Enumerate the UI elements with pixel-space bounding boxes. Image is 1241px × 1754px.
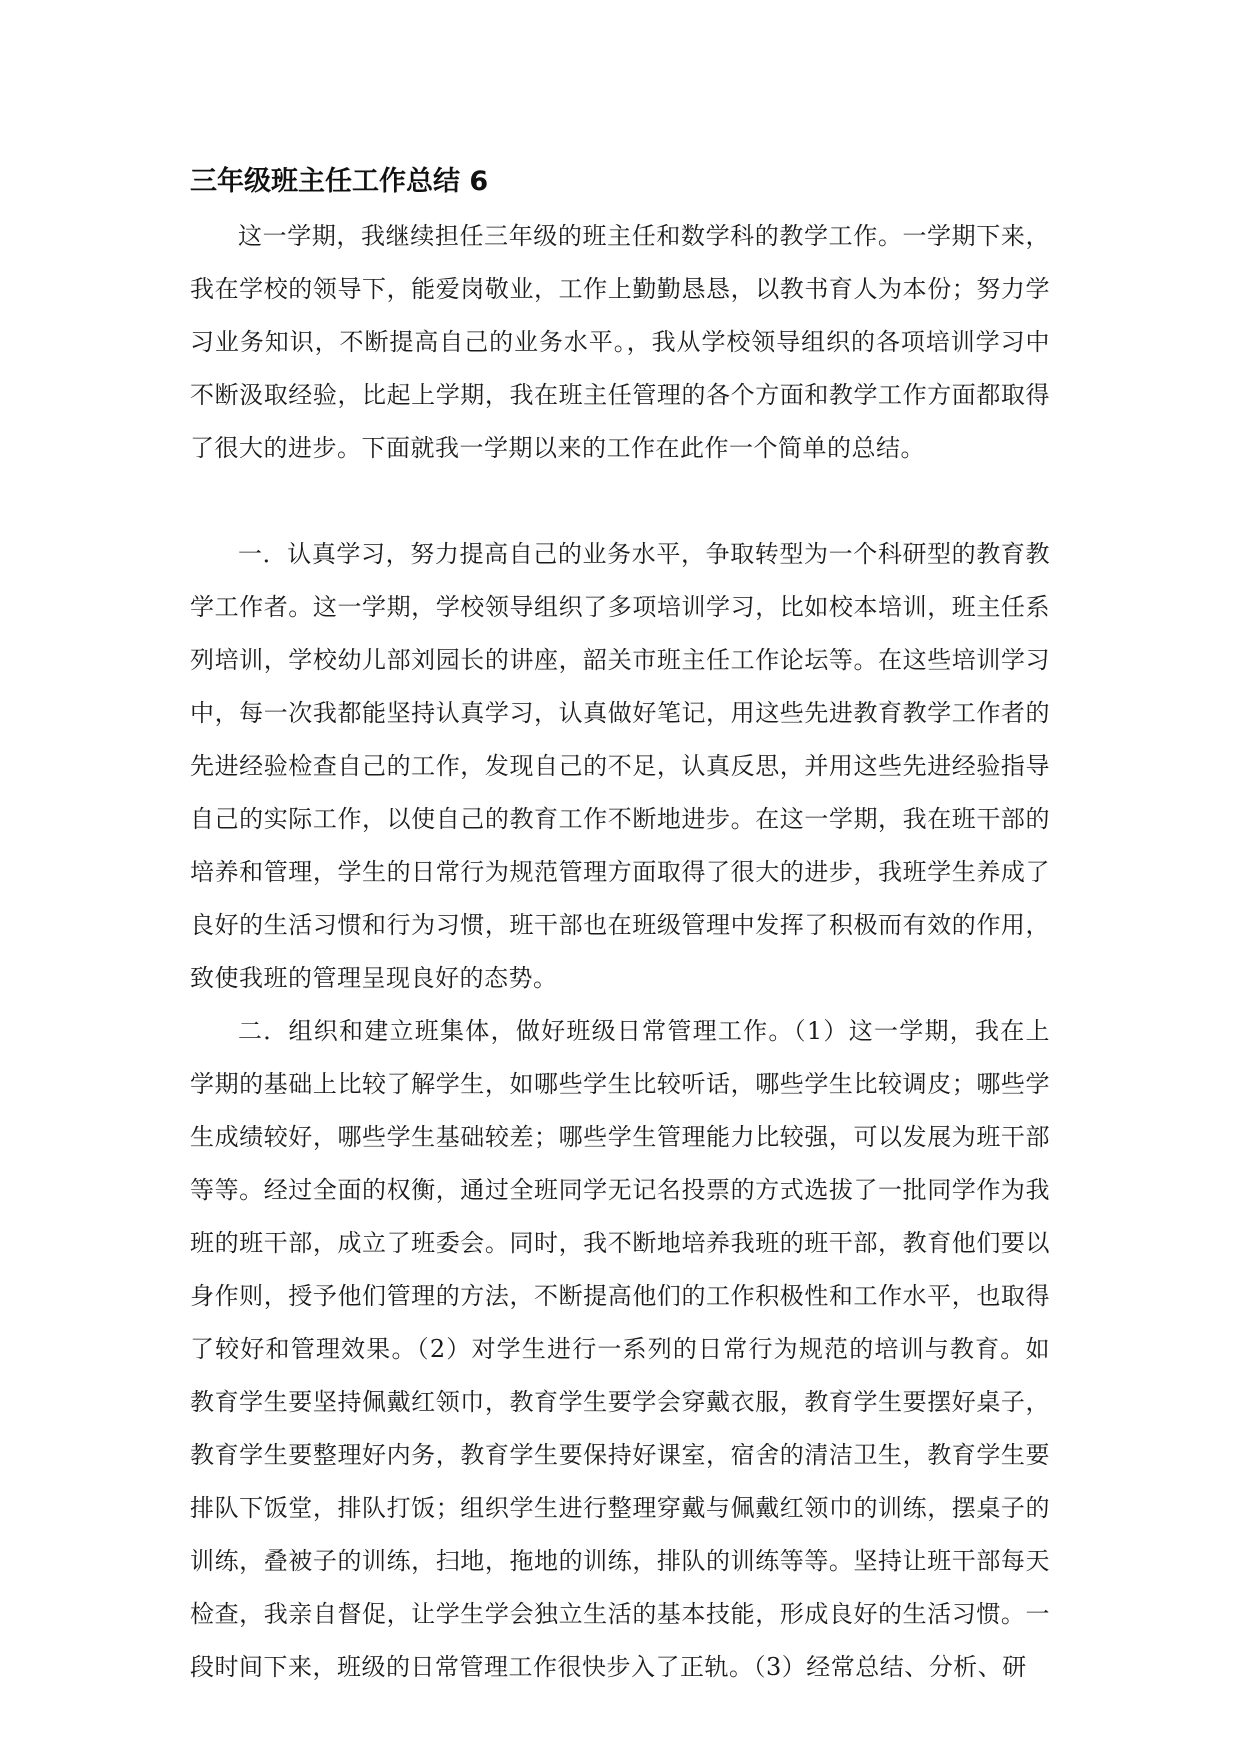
paragraph-section-2: 二．组织和建立班集体，做好班级日常管理工作。（1）这一学期，我在上学期的基础上比较了解学生，如哪些学生比较听话，哪些学生比较调皮；哪些学生成绩较好，哪些学生基础较差；哪些学生管理能力比较强，可以发展为班干部等等。经过全面的权衡，通过全班同学无记名投票的方式选拔了一批同学作为我班的班干部，成立了班委会。同时，我不断地培养我班的班干部，教育他们要以身作则，授予他们管理的方法，不断提高他们的工作积极性和工作水平，也取得了较好和管理效果。（2）对学生进行一系列的日常行为规范的培训与教育。如教育学生要坚持佩戴红领巾，教育学生要学会穿戴衣服，教育学生要摆好桌子，教育学生要整理好内务，教育学生要保持好课室，宿舍的清洁卫生，教育学生要排队下饭堂，排队打饭；组织学生进行整理穿戴与佩戴红领巾的训练，摆桌子的训练，叠被子的训练，扫地，拖地的训练，排队的训练等等。坚持让班干部每天检查，我亲自督促，让学生学会独立生活的基本技能，形成良好的生活习惯。一段时间下来，班级的日常管理工作很快步入了正轨。（3）经常总结、分析、研 [190, 1017, 1050, 1681]
document-body [190, 160, 1050, 1694]
paragraph-gap [190, 475, 1050, 528]
document-title: 三年级班主任工作总结 6 [190, 166, 489, 197]
paragraph-intro: 这一学期，我继续担任三年级的班主任和数学科的教学工作。一学期下来，我在学校的领导下，能爱岗敬业，工作上勤勤恳恳，以教书育人为本份；努力学习业务知识，不断提高自己的业务水平。，我从学校领导组织的各项培训学习中不断汲取经验，比起上学期，我在班主任管理的各个方面和教学工作方面都取得了很大的进步。下面就我一学期以来的工作在此作一个简单的总结。 [190, 222, 1050, 462]
paragraph-section-1: 一．认真学习，努力提高自己的业务水平，争取转型为一个科研型的教育教学工作者。这一学期，学校领导组织了多项培训学习，比如校本培训，班主任系列培训，学校幼儿部刘园长的讲座，韶关市班主任工作论坛等。在这些培训学习中，每一次我都能坚持认真学习，认真做好笔记，用这些先进教育教学工作者的先进经验检查自己的工作，发现自己的不足，认真反思，并用这些先进经验指导自己的实际工作，以使自己的教育工作不断地进步。在这一学期，我在班干部的培养和管理，学生的日常行为规范管理方面取得了很大的进步，我班学生养成了良好的生活习惯和行为习惯，班干部也在班级管理中发挥了积极而有效的作用，致使我班的管理呈现良好的态势。 [190, 540, 1050, 992]
